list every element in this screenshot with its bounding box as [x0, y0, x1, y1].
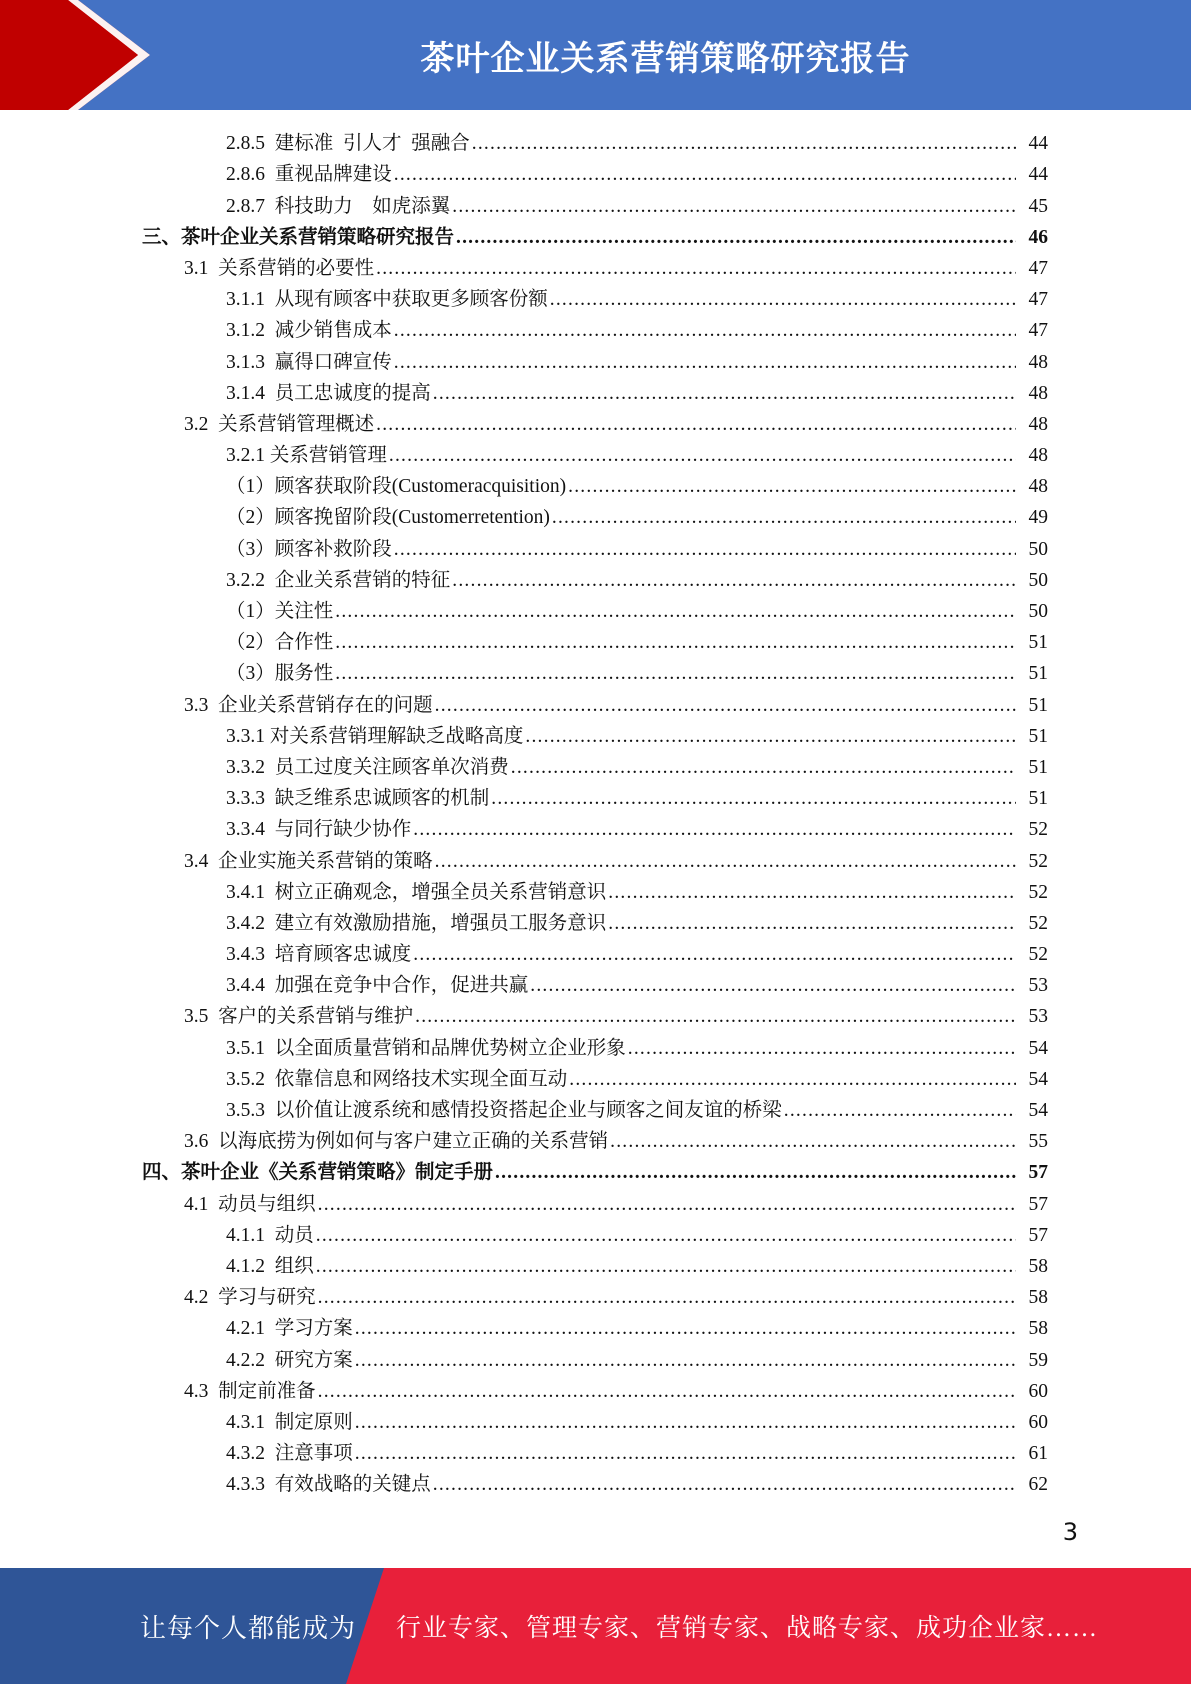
- toc-dot-leader: [316, 1225, 1016, 1247]
- toc-dot-leader: [318, 1194, 1016, 1216]
- toc-entry-title: （2）合作性: [226, 632, 334, 654]
- toc-entry[interactable]: [0, 128, 1191, 159]
- toc-entry[interactable]: [0, 502, 1191, 533]
- toc-entry-page: 48: [1028, 382, 1048, 404]
- toc-entry-title: 3.3.1 对关系营销理解缺乏战略高度: [226, 725, 524, 747]
- toc-entry-page: 61: [1028, 1443, 1048, 1465]
- toc-entry[interactable]: [0, 721, 1191, 752]
- toc-entry-page: 47: [1028, 257, 1048, 279]
- toc-entry-title: 4.3 制定前准备: [184, 1380, 316, 1402]
- toc-entry[interactable]: [0, 1032, 1191, 1063]
- toc-entry-title: （1）顾客获取阶段(Customeracquisition): [226, 476, 567, 498]
- toc-entry[interactable]: [0, 284, 1191, 315]
- toc-entry[interactable]: [0, 253, 1191, 284]
- toc-dot-leader: [335, 632, 1016, 654]
- toc-entry-title: 4.1.1 动员: [226, 1224, 314, 1246]
- toc-dot-leader: [355, 1412, 1016, 1434]
- toc-entry[interactable]: [0, 565, 1191, 596]
- toc-entry-page: 57: [1028, 1162, 1048, 1184]
- toc-entry-page: 50: [1028, 569, 1048, 591]
- toc-entry-title: 三、茶叶企业关系营销策略研究报告: [142, 226, 455, 248]
- toc-entry-title: 3.2.1 关系营销管理: [226, 445, 387, 467]
- toc-entry[interactable]: [0, 814, 1191, 845]
- toc-entry-title: 3.1.1 从现有顾客中获取更多顾客份额: [226, 289, 548, 311]
- toc-dot-leader: [435, 851, 1016, 873]
- toc-dot-leader: [550, 289, 1016, 311]
- toc-entry[interactable]: [0, 752, 1191, 783]
- toc-entry-page: 54: [1028, 1068, 1048, 1090]
- toc-entry-page: 52: [1028, 850, 1048, 872]
- toc-dot-leader: [452, 196, 1016, 218]
- toc-entry-title: 3.3.4 与同行缺少协作: [226, 819, 412, 841]
- toc-entry[interactable]: [0, 471, 1191, 502]
- toc-entry-page: 58: [1028, 1318, 1048, 1340]
- toc-entry-page: 51: [1028, 788, 1048, 810]
- toc-entry-page: 50: [1028, 601, 1048, 622]
- toc-entry-page: 47: [1028, 320, 1048, 342]
- toc-entry-title: 3.5.1 以全面质量营销和品牌优势树立企业形象: [226, 1037, 626, 1059]
- footer-banner: [0, 1568, 1191, 1684]
- toc-dot-leader: [628, 1038, 1016, 1060]
- table-of-contents: [0, 128, 1191, 1500]
- toc-entry-title: （3）服务性: [226, 663, 334, 685]
- toc-dot-leader: [394, 164, 1016, 186]
- toc-entry[interactable]: [0, 1469, 1191, 1500]
- toc-dot-leader: [525, 726, 1016, 748]
- toc-entry-title: 四、茶叶企业《关系营销策略》制定手册: [142, 1162, 494, 1184]
- toc-entry-page: 53: [1028, 975, 1048, 997]
- toc-dot-leader: [552, 507, 1016, 529]
- toc-entry-page: 48: [1028, 351, 1048, 373]
- toc-dot-leader: [316, 1256, 1016, 1278]
- toc-entry[interactable]: [0, 783, 1191, 814]
- toc-entry-page: 51: [1028, 756, 1048, 778]
- toc-dot-leader: [495, 1162, 1016, 1184]
- toc-entry-title: 2.8.7 科技助力 如虎添翼: [226, 195, 451, 217]
- toc-entry-title: 2.8.6 重视品牌建设: [226, 164, 392, 186]
- toc-dot-leader: [376, 414, 1016, 436]
- toc-entry-page: 52: [1028, 819, 1048, 841]
- toc-entry-page: 55: [1028, 1131, 1048, 1153]
- toc-entry-page: 58: [1028, 1287, 1048, 1309]
- toc-dot-leader: [318, 1381, 1016, 1403]
- toc-dot-leader: [415, 1006, 1016, 1028]
- toc-entry-title: 3.5.2 依靠信息和网络技术实现全面互动: [226, 1068, 568, 1090]
- toc-entry[interactable]: [0, 159, 1191, 190]
- toc-entry[interactable]: [0, 1438, 1191, 1469]
- toc-entry-title: 3.2.2 企业关系营销的特征: [226, 569, 451, 591]
- toc-dot-leader: [511, 757, 1016, 779]
- toc-dot-leader: [389, 445, 1016, 467]
- toc-entry[interactable]: [0, 908, 1191, 939]
- toc-dot-leader: [491, 788, 1016, 810]
- toc-entry-page: 52: [1028, 912, 1048, 934]
- toc-entry-page: 53: [1028, 1006, 1048, 1028]
- toc-entry-page: 45: [1028, 195, 1048, 217]
- toc-dot-leader: [318, 1287, 1016, 1309]
- document-title: 茶叶企业关系营销策略研究报告: [420, 38, 911, 79]
- toc-dot-leader: [569, 1069, 1016, 1091]
- toc-entry[interactable]: [0, 190, 1191, 221]
- toc-dot-leader: [530, 975, 1016, 997]
- toc-entry-page: 46: [1028, 226, 1048, 248]
- toc-entry-title: 4.2.1 学习方案: [226, 1318, 353, 1340]
- toc-entry[interactable]: [0, 533, 1191, 564]
- toc-entry[interactable]: [0, 346, 1191, 377]
- toc-entry-title: 2.8.5 建标准 引人才 强融合: [226, 133, 470, 155]
- toc-entry-title: （3）顾客补救阶段: [226, 538, 392, 560]
- toc-entry-page: 62: [1028, 1474, 1048, 1496]
- toc-entry[interactable]: [0, 1376, 1191, 1407]
- toc-entry[interactable]: [0, 1157, 1191, 1188]
- toc-entry-title: 4.2 学习与研究: [184, 1287, 316, 1309]
- toc-dot-leader: [608, 913, 1016, 935]
- toc-entry-page: 52: [1028, 944, 1048, 966]
- toc-entry[interactable]: [0, 222, 1191, 253]
- toc-entry-title: （1）关注性: [226, 601, 334, 622]
- toc-entry[interactable]: [0, 1126, 1191, 1157]
- page-number: 3: [1062, 1518, 1078, 1546]
- toc-entry[interactable]: [0, 689, 1191, 720]
- toc-entry-page: 48: [1028, 476, 1048, 498]
- toc-dot-leader: [355, 1318, 1016, 1340]
- toc-entry[interactable]: [0, 970, 1191, 1001]
- toc-dot-leader: [452, 570, 1016, 592]
- toc-entry-page: 48: [1028, 413, 1048, 435]
- toc-entry-title: 4.2.2 研究方案: [226, 1349, 353, 1371]
- toc-entry-title: 4.3.2 注意事项: [226, 1443, 353, 1465]
- toc-entry-title: 3.1.4 员工忠诚度的提高: [226, 382, 431, 404]
- toc-entry-page: 60: [1028, 1380, 1048, 1402]
- toc-dot-leader: [413, 819, 1016, 841]
- toc-dot-leader: [433, 1474, 1016, 1496]
- toc-entry-title: 3.2 关系营销管理概述: [184, 413, 375, 435]
- toc-dot-leader: [335, 601, 1016, 623]
- toc-entry-page: 48: [1028, 445, 1048, 467]
- toc-dot-leader: [355, 1350, 1016, 1372]
- toc-dot-leader: [433, 383, 1016, 405]
- toc-entry-page: 51: [1028, 725, 1048, 747]
- toc-entry-page: 44: [1028, 133, 1048, 155]
- toc-entry-title: 4.1 动员与组织: [184, 1193, 316, 1215]
- toc-entry-page: 54: [1028, 1037, 1048, 1059]
- toc-entry[interactable]: [0, 1251, 1191, 1282]
- toc-entry-title: 3.3 企业关系营销存在的问题: [184, 694, 433, 716]
- toc-entry-title: 3.1.3 赢得口碑宣传: [226, 351, 392, 373]
- toc-entry-title: 3.4.4 加强在竞争中合作，促进共赢: [226, 975, 529, 997]
- toc-entry-title: 4.1.2 组织: [226, 1255, 314, 1277]
- toc-entry-title: 3.1 关系营销的必要性: [184, 257, 375, 279]
- toc-entry[interactable]: [0, 658, 1191, 689]
- header-banner: [0, 0, 1191, 110]
- toc-entry[interactable]: [0, 939, 1191, 970]
- toc-entry-title: 3.4.2 建立有效激励措施，增强员工服务意识: [226, 912, 607, 934]
- footer-slogan-left: 让每个人都能成为: [140, 1613, 357, 1643]
- toc-dot-leader: [394, 539, 1016, 561]
- toc-dot-leader: [413, 944, 1016, 966]
- toc-entry[interactable]: [0, 315, 1191, 346]
- toc-entry[interactable]: [0, 1220, 1191, 1251]
- toc-entry-page: 50: [1028, 538, 1048, 560]
- toc-entry[interactable]: [0, 1188, 1191, 1219]
- toc-entry[interactable]: [0, 627, 1191, 658]
- toc-entry-title: 3.4.3 培育顾客忠诚度: [226, 944, 412, 966]
- toc-entry[interactable]: [0, 1064, 1191, 1095]
- toc-dot-leader: [610, 1131, 1016, 1153]
- toc-entry[interactable]: [0, 440, 1191, 471]
- toc-entry[interactable]: [0, 378, 1191, 409]
- toc-entry-page: 47: [1028, 289, 1048, 311]
- toc-entry-title: 3.3.2 员工过度关注顾客单次消费: [226, 756, 509, 778]
- footer-slogan-right: 行业专家、管理专家、营销专家、战略专家、成功企业家……: [396, 1615, 1099, 1642]
- toc-entry-page: 51: [1028, 632, 1048, 654]
- toc-entry-page: 44: [1028, 164, 1048, 186]
- toc-entry-title: 3.5.3 以价值让渡系统和感情投资搭起企业与顾客之间友谊的桥梁: [226, 1100, 782, 1121]
- toc-entry-page: 60: [1028, 1411, 1048, 1433]
- toc-entry[interactable]: [0, 409, 1191, 440]
- toc-entry[interactable]: [0, 1344, 1191, 1375]
- toc-dot-leader: [472, 133, 1016, 155]
- toc-entry-page: 51: [1028, 694, 1048, 716]
- toc-entry-title: 4.3.1 制定原则: [226, 1411, 353, 1433]
- toc-entry-title: 3.3.3 缺乏维系忠诚顾客的机制: [226, 788, 490, 810]
- toc-entry-title: 3.4.1 树立正确观念，增强全员关系营销意识: [226, 881, 607, 903]
- toc-entry-title: 3.6 以海底捞为例如何与客户建立正确的关系营销: [184, 1131, 609, 1153]
- toc-entry-page: 49: [1028, 507, 1048, 529]
- toc-dot-leader: [335, 663, 1016, 685]
- toc-entry[interactable]: [0, 1001, 1191, 1032]
- toc-dot-leader: [394, 320, 1016, 342]
- toc-entry-page: 57: [1028, 1193, 1048, 1215]
- toc-entry[interactable]: [0, 1313, 1191, 1344]
- toc-entry-page: 52: [1028, 881, 1048, 903]
- toc-dot-leader: [608, 882, 1016, 904]
- toc-dot-leader: [568, 476, 1016, 498]
- toc-entry[interactable]: [0, 1407, 1191, 1438]
- toc-dot-leader: [355, 1443, 1016, 1465]
- toc-entry-page: 57: [1028, 1224, 1048, 1246]
- toc-entry[interactable]: [0, 845, 1191, 876]
- toc-entry[interactable]: [0, 1282, 1191, 1313]
- toc-entry-page: 59: [1028, 1349, 1048, 1371]
- toc-dot-leader: [376, 258, 1016, 280]
- toc-dot-leader: [435, 695, 1016, 717]
- toc-entry-title: 3.1.2 减少销售成本: [226, 320, 392, 342]
- toc-entry[interactable]: [0, 596, 1191, 627]
- toc-entry-page: 58: [1028, 1255, 1048, 1277]
- toc-entry-title: 3.4 企业实施关系营销的策略: [184, 850, 433, 872]
- toc-entry-title: 4.3.3 有效战略的关键点: [226, 1474, 431, 1496]
- toc-dot-leader: [456, 227, 1016, 249]
- toc-entry-title: （2）顾客挽留阶段(Customerretention): [226, 507, 550, 529]
- toc-entry-page: 54: [1028, 1100, 1048, 1121]
- toc-dot-leader: [394, 352, 1016, 374]
- toc-entry-page: 51: [1028, 663, 1048, 685]
- toc-entry-title: 3.5 客户的关系营销与维护: [184, 1006, 414, 1028]
- toc-dot-leader: [784, 1100, 1016, 1122]
- toc-entry[interactable]: [0, 877, 1191, 908]
- toc-entry[interactable]: [0, 1095, 1191, 1126]
